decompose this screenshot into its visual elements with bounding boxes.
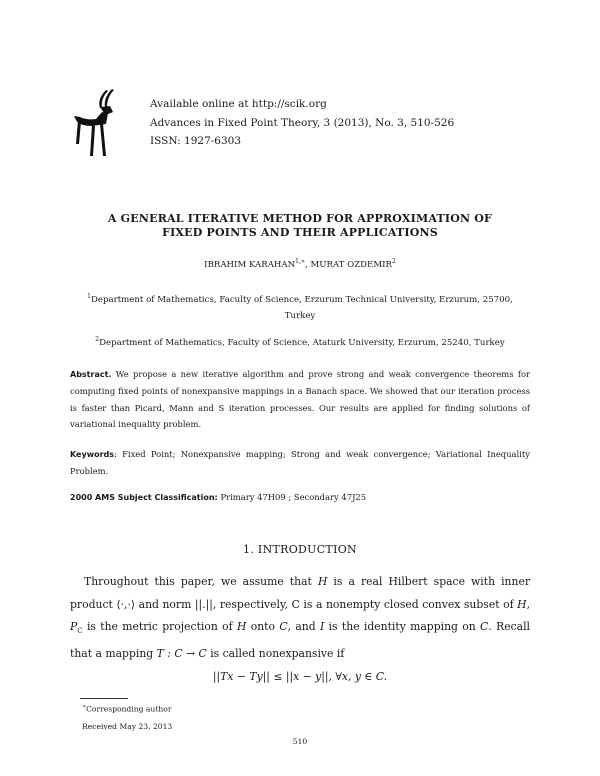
- title-line-2: FIXED POINTS AND THEIR APPLICATIONS: [162, 226, 438, 239]
- footnote-received: Received May 23, 2013: [82, 722, 173, 731]
- author-name: MURAT OZDEMIR: [310, 259, 392, 270]
- ams-classification: [70, 489, 530, 506]
- antelope-logo-icon: [70, 86, 130, 158]
- author-separator: ,: [304, 259, 311, 270]
- affiliation-1: [60, 289, 540, 324]
- affiliation-text: Turkey: [284, 310, 316, 321]
- footnote-mark: ∗: [82, 703, 87, 710]
- footnote-corresponding: [82, 703, 171, 714]
- keywords-text: : Fixed Point; Nonexpansive mapping; Strong and weak convergence; Variational Inequality Problem.: [70, 449, 530, 477]
- ams-label: 2000 AMS Subject Classification:: [70, 493, 218, 502]
- nonexpansive-equation: ||Tx − Ty|| ≤ ||x − y||, ∀x, y ∈ C.: [212, 670, 388, 683]
- author-name: IBRAHIM KARAHAN: [204, 259, 296, 270]
- keywords-label: Keywords: [70, 450, 115, 459]
- affiliation-text: Department of Mathematics, Faculty of Science, Ataturk University, Erzurum, 25240, Turkey: [99, 337, 505, 348]
- affiliation-mark: 2: [95, 336, 100, 343]
- title-line-1: A GENERAL ITERATIVE METHOD FOR APPROXIMATION OF: [107, 212, 493, 225]
- author-affiliation-mark: 2: [392, 258, 396, 265]
- section-heading: 1. INTRODUCTION: [243, 543, 357, 556]
- paper-title: [60, 212, 540, 240]
- keywords: [70, 446, 530, 480]
- journal-citation: Advances in Fixed Point Theory, 3 (2013), No. 3, 510-526: [150, 116, 455, 129]
- author-affiliation-mark: 1,∗: [295, 258, 305, 265]
- page-number: 510: [292, 737, 308, 746]
- issn-line: ISSN: 1927-6303: [150, 135, 242, 147]
- footnote-text: Corresponding author: [86, 704, 172, 714]
- affiliation-2: [60, 332, 540, 351]
- journal-header: [150, 95, 454, 151]
- affiliation-text: Department of Mathematics, Faculty of Science, Erzurum Technical University, Erzurum, 25700,: [91, 294, 513, 305]
- availability-line: Available online at http://scik.org: [150, 98, 327, 110]
- abstract-text: We propose a new iterative algorithm and prove strong and weak convergence theorems for computing fixed points of nonexpansive mappings in a Banach space. We showed that our iteration process is faster than Picard, Mann and S iteration processes. Our results are applied for finding solutions of variational inequality problem.: [70, 369, 530, 430]
- body-paragraph: Throughout this paper, we assume that H is a real Hilbert space with inner product ⟨·,·⟩ and norm ||.||, respectively, C is a nonempty closed convex subset of H, $P_C$ is the metric projection of H onto C, and I is the identity mapping on C. Recall that a mapping T : C → C is called nonexpansive if: [70, 575, 530, 660]
- affiliation-mark: 1: [87, 293, 91, 300]
- ams-text: Primary 47H09 ; Secondary 47J25: [220, 492, 367, 502]
- author-list: [60, 258, 540, 270]
- abstract: [70, 366, 530, 433]
- footnote-divider: [80, 698, 128, 699]
- abstract-label: Abstract.: [70, 370, 112, 379]
